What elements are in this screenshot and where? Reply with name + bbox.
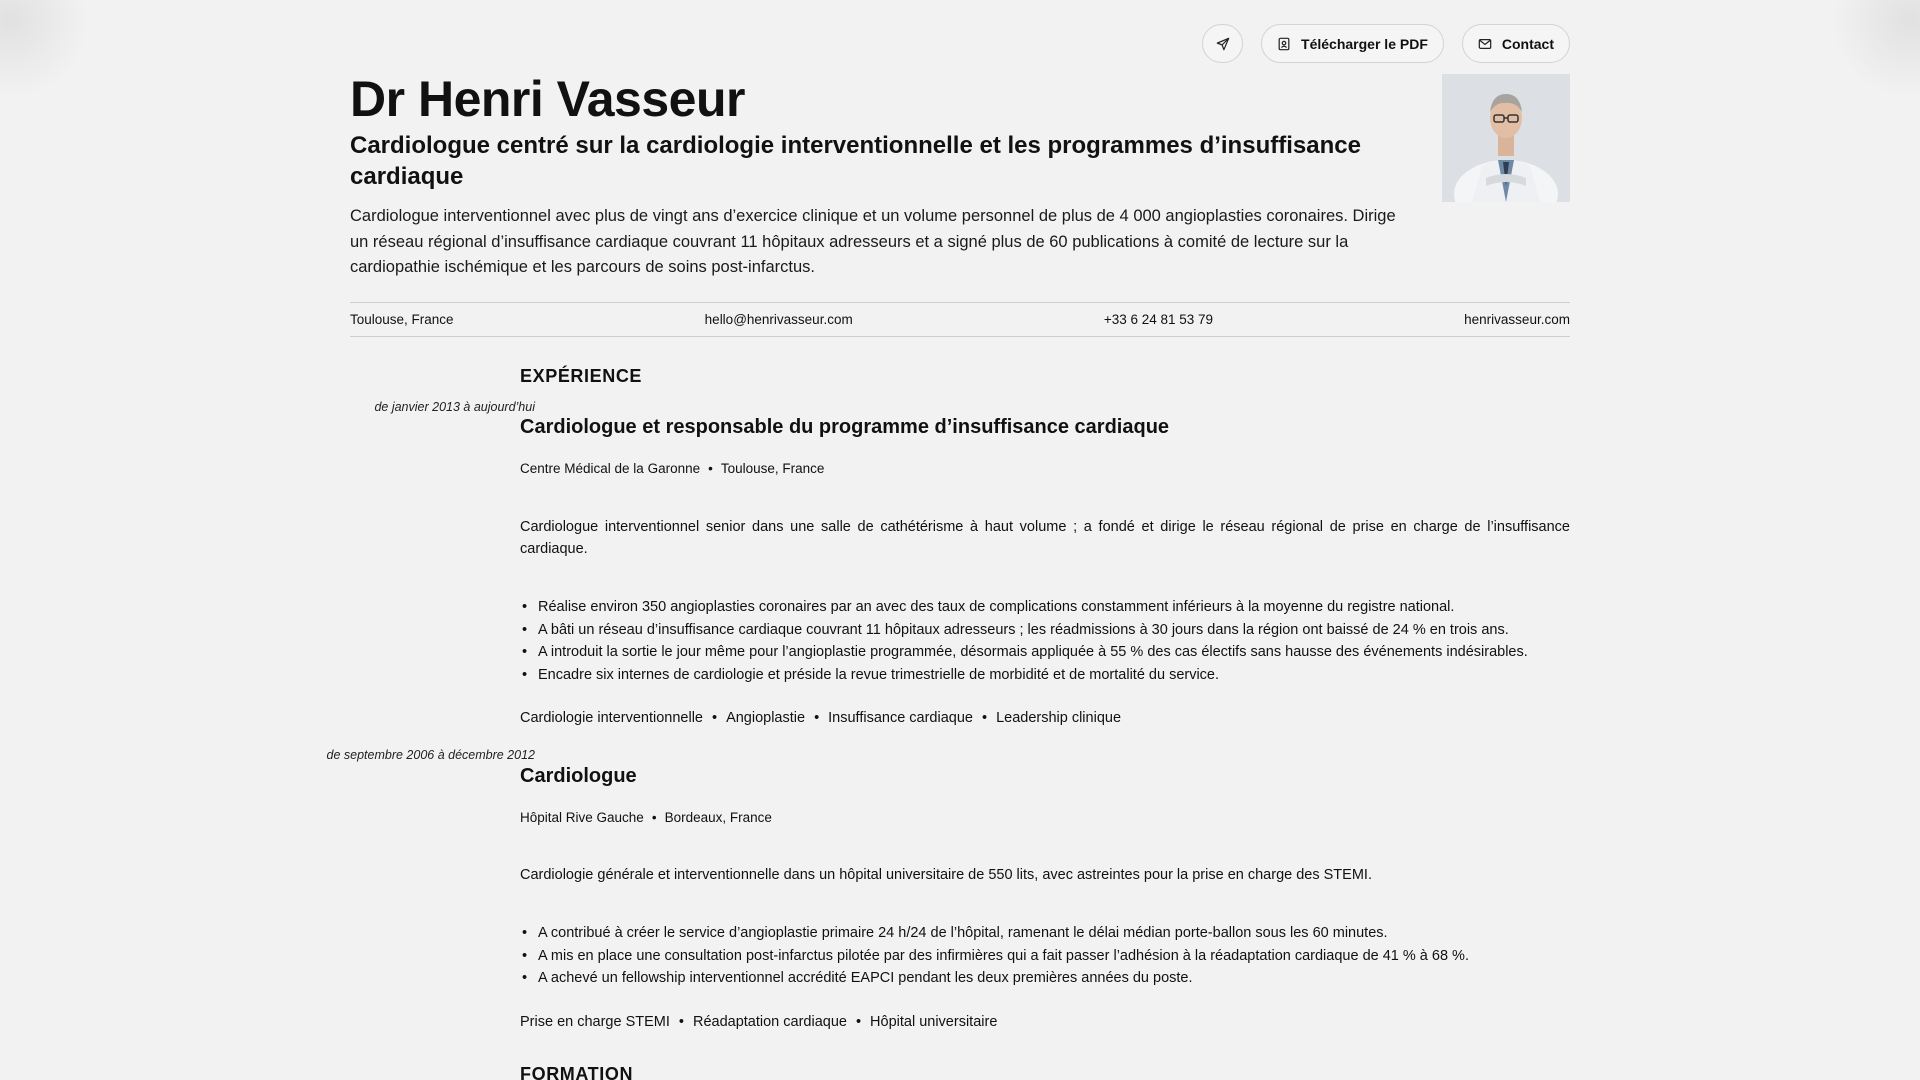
job-employer: Centre Médical de la Garonne (520, 461, 701, 476)
skill-tag: Insuffisance cardiaque (828, 710, 973, 726)
skill-tag: Prise en charge STEMI (520, 1014, 670, 1030)
achievement-item: • A contribué à créer le service d’angioplastie primaire 24 h/24 de l’hôpital, ramenant le délai médian porte-ballon sous les 60 minutes. (520, 922, 1570, 945)
separator-dot: • (651, 810, 657, 825)
separator-dot: • (678, 1014, 684, 1030)
job-dates: de septembre 2006 à décembre 2012 (326, 748, 535, 762)
separator-dot: • (711, 710, 718, 726)
separator-dot: • (814, 710, 820, 726)
contact-email[interactable]: hello@henrivasseur.com (704, 312, 853, 327)
download-pdf-label: Télécharger le PDF (1301, 35, 1428, 52)
job-location: Toulouse, France (720, 461, 825, 476)
contact-location: Toulouse, France (350, 312, 454, 327)
separator-dot: • (981, 710, 988, 726)
job-employer: Hôpital Rive Gauche (520, 810, 644, 825)
skill-tag: Angioplastie (726, 710, 806, 726)
skill-tag: Réadaptation cardiaque (692, 1014, 847, 1030)
contact-label: Contact (1501, 35, 1554, 52)
job-entry (520, 765, 1570, 788)
job-dates: de janvier 2013 à aujourd’hui (374, 400, 535, 414)
send-icon (1216, 37, 1230, 51)
contact-bar (350, 302, 1570, 337)
job-description: Cardiologue interventionnel senior dans une salle de cathétérisme à haut volume ; a fondé et dirige le réseau régional de prise en charge de l’insuffisance cardiaque. (520, 519, 1570, 557)
job-entry (520, 416, 1570, 439)
contact-button[interactable] (1462, 24, 1570, 63)
download-pdf-button[interactable] (1261, 24, 1444, 63)
profile-photo (1442, 74, 1570, 202)
contact-phone[interactable]: +33 6 24 81 53 79 (1103, 312, 1214, 327)
separator-dot: • (708, 461, 713, 476)
job-achievements (520, 596, 1570, 687)
share-button[interactable] (1202, 24, 1243, 63)
job-title: Cardiologue (520, 765, 637, 787)
job-organization (520, 461, 1570, 476)
skill-tag: Cardiologie interventionnelle (520, 710, 703, 726)
job-achievements (520, 922, 1570, 990)
achievement-item: • A introduit la sortie le jour même pour l’angioplastie programmée, désormais appliquée à 55 % des cas électifs sans hausse des événements indésirables. (520, 641, 1570, 664)
job-organization (520, 810, 1570, 825)
achievement-item: • Encadre six internes de cardiologie et préside la revue trimestrielle de morbidité et de mortalité du service. (520, 664, 1570, 687)
skill-tag: Leadership clinique (996, 710, 1122, 726)
job-skill-tags (520, 710, 1570, 726)
achievement-item: • A bâti un réseau d’insuffisance cardiaque couvrant 11 hôpitaux adresseurs ; les réadmissions à 30 jours dans la région ont baissé de 24 % en trois ans. (520, 619, 1570, 642)
corner-decoration-left (0, 0, 90, 100)
job-skill-tags (520, 1014, 1570, 1030)
pdf-file-icon (1277, 37, 1291, 51)
section-heading: FORMATION (520, 1064, 634, 1080)
achievement-item: • Réalise environ 350 angioplasties coronaires par an avec des taux de complications constamment inférieurs à la moyenne du registre national. (520, 596, 1570, 619)
achievement-item: • A achevé un fellowship interventionnel accrédité EAPCI pendant les deux premières années du poste. (520, 967, 1570, 990)
job-title: Cardiologue et responsable du programme d’insuffisance cardiaque (520, 416, 1170, 438)
experience-section-title (520, 366, 1570, 387)
separator-dot: • (855, 1014, 862, 1030)
job-description: Cardiologie générale et interventionnelle dans un hôpital universitaire de 550 lits, avec astreintes pour la prise en charge des STEMI. (520, 867, 1372, 883)
job-location: Bordeaux, France (664, 810, 772, 825)
section-heading: EXPÉRIENCE (520, 366, 643, 386)
contact-website[interactable]: henrivasseur.com (1464, 312, 1570, 327)
mail-icon (1478, 37, 1492, 51)
skill-tag: Hôpital universitaire (870, 1014, 998, 1030)
person-name: Dr Henri Vasseur (350, 71, 745, 127)
corner-decoration-right (1830, 0, 1920, 100)
header-actions (1202, 24, 1570, 63)
profile-summary: Cardiologue interventionnel avec plus de vingt ans d’exercice clinique et un volume personnel de plus de 4 000 angioplasties coronaires. Dirige un réseau régional d’insuffisance cardiaque couvrant 11 hôpitaux adresseurs et a signé plus de 60 publications à comité de lecture sur la cardiopathie ischémique et les parcours de soins post-infarctus. (350, 207, 1396, 276)
achievement-item: • A mis en place une consultation post-infarctus pilotée par des infirmières qui a fait passer l’adhésion à la réadaptation cardiaque de 41 % à 68 %. (520, 945, 1570, 968)
headline: Cardiologue centré sur la cardiologie interventionnelle et les programmes d’insuffisance cardiaque (350, 132, 1361, 190)
education-section-title (520, 1064, 1570, 1080)
